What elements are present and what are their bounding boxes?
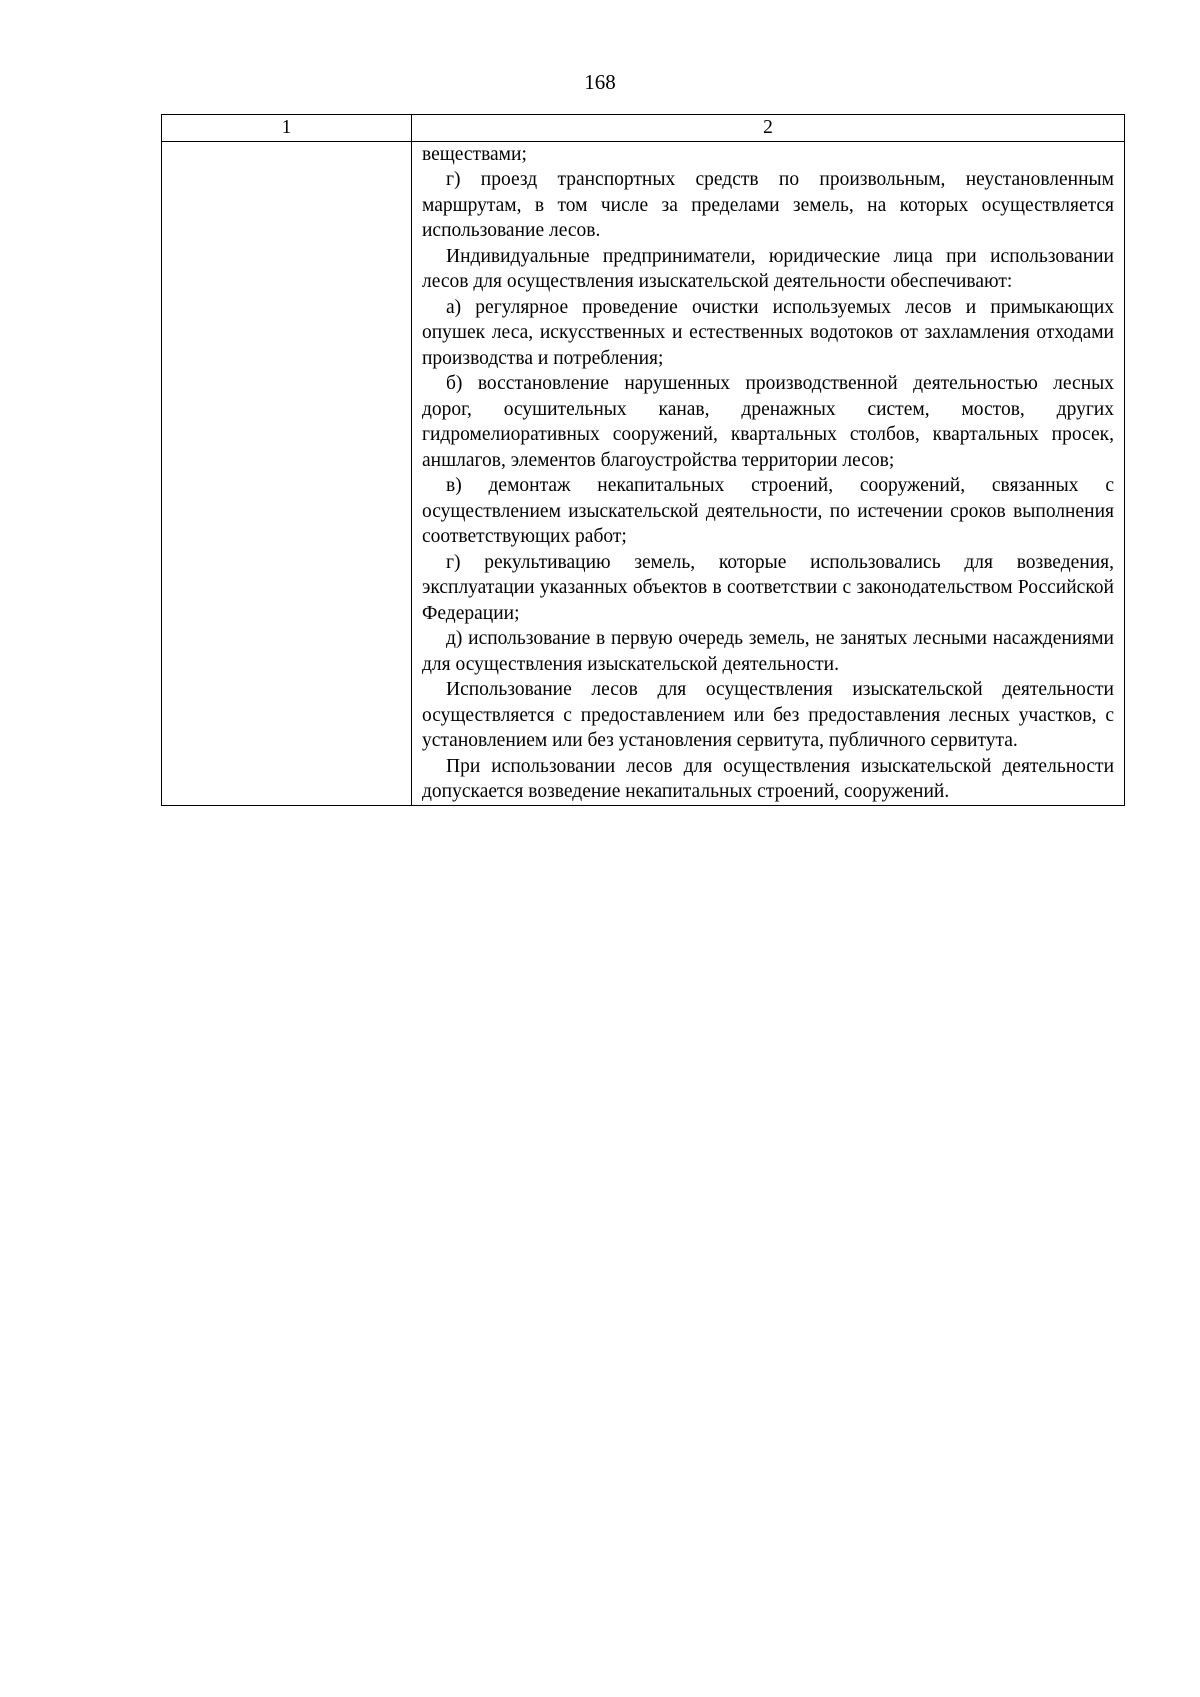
page-number: 168 xyxy=(584,70,616,94)
column-1-cell xyxy=(162,141,412,805)
content-table xyxy=(161,114,1125,806)
paragraph-item-g-transport: г) проезд транспортных средств по произвольным, неустановленным маршрутам, в том числе за пределами земель, на которых осуществляется использование лесов. xyxy=(422,169,1114,241)
column-header-1: 1 xyxy=(162,115,412,142)
paragraph-item-d: д) использование в первую очередь земель, не занятых лесными насаждениями для осуществления изыскательской деятельности. xyxy=(422,628,1114,675)
paragraph-continuation: веществами; xyxy=(422,143,527,165)
paragraph-usage-modes: Использование лесов для осуществления изыскательской деятельности осуществляется с предоставлением или без предоставления лесных участков, с установлением или без установления сервитута, публичного сервитута. xyxy=(422,679,1114,751)
paragraph-item-a: а) регулярное проведение очистки используемых лесов и примыкающих опушек леса, искусственных и естественных водотоков от захламления отходами производства и потребления; xyxy=(422,296,1114,369)
table-row xyxy=(162,141,1125,805)
paragraph-item-b: б) восстановление нарушенных производственной деятельностью лесных дорог, осушительных канав, дренажных систем, мостов, других гидромелиоративных сооружений, квартальных столбов, квартальных просек, аншлагов, элементов благоустройства территории лесов; xyxy=(422,373,1114,471)
paragraph-structures-allowed: При использовании лесов для осуществления изыскательской деятельности допускается возведение некапитальных строений, сооружений. xyxy=(422,755,1114,802)
paragraph-item-g-recultivation: г) рекультивацию земель, которые использовались для возведения, эксплуатации указанных объектов в соответствии с законодательством Российской Федерации; xyxy=(422,551,1114,624)
paragraph-item-v: в) демонтаж некапитальных строений, сооружений, связанных с осуществлением изыскательской деятельности, по истечении сроков выполнения соответствующих работ; xyxy=(422,475,1114,547)
paragraph-obligations-intro: Индивидуальные предприниматели, юридические лица при использовании лесов для осуществления изыскательской деятельности обеспечивают: xyxy=(422,245,1114,292)
table-header-row xyxy=(162,115,1125,142)
column-header-2: 2 xyxy=(412,115,1125,142)
column-2-cell xyxy=(412,141,1125,805)
